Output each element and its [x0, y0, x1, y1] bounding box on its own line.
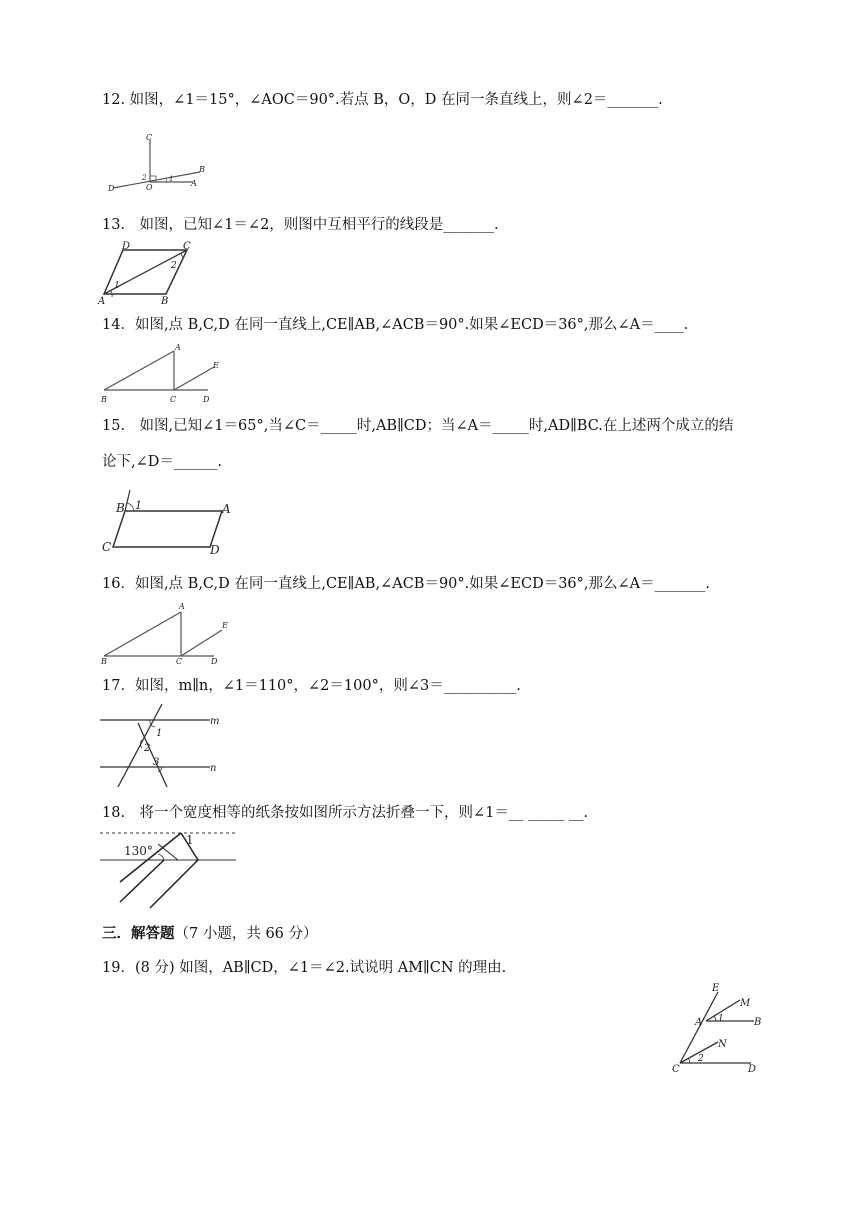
label-e: E [213, 361, 219, 370]
label-d: D [122, 241, 131, 252]
question-15-line-1: 15. 如图,已知∠1＝65°,当∠C＝_____时,AB∥CD；当∠A＝_____时,AD∥BC.在上述两个成立的结 [102, 418, 734, 434]
angle-1-label: 1 [156, 728, 163, 739]
label-b: B [754, 1017, 762, 1028]
question-19: 19．(8 分) 如图，AB∥CD，∠1＝∠2.试说明 AM∥CN 的理由. [102, 960, 507, 976]
label-c: C [672, 1064, 680, 1075]
label-b: B [101, 395, 107, 404]
angle-2-label: 2 [171, 261, 177, 271]
angle-1-label: 1 [186, 833, 194, 847]
label-d: D [211, 657, 218, 666]
figure-12 [105, 130, 215, 192]
label-b: B [161, 296, 169, 307]
label-a: A [179, 602, 185, 611]
figure-13 [98, 240, 198, 306]
label-m: M [740, 998, 751, 1009]
question-13: 13. 如图，已知∠1＝∠2，则图中互相平行的线段是_______. [102, 217, 499, 233]
label-c: C [102, 540, 112, 554]
label-b: B [101, 657, 107, 666]
label-d: D [108, 184, 115, 193]
label-a: A [222, 502, 231, 516]
label-d: D [210, 543, 220, 557]
angle-2-label: 2 [142, 174, 147, 182]
angle-1-label: 1 [169, 175, 174, 183]
label-a: A [695, 1017, 703, 1028]
label-a: A [175, 343, 181, 352]
label-d: D [203, 395, 210, 404]
label-c: C [146, 133, 153, 142]
label-b: B [116, 501, 125, 515]
angle-1-label: 1 [135, 499, 142, 512]
label-o: O [146, 183, 153, 192]
question-12: 12. 如图，∠1＝15°，∠AOC＝90°.若点 B，O，D 在同一条直线上，则∠2＝_______. [102, 92, 663, 108]
figure-14 [98, 342, 228, 406]
question-14: 14．如图,点 B,C,D 在同一直线上,CE∥AB,∠ACB＝90°.如果∠ECD＝36°,那么∠A＝____. [102, 317, 689, 333]
section-3-note: （7 小题，共 66 分） [174, 926, 318, 942]
figure-16 [98, 600, 233, 666]
label-d: D [748, 1064, 757, 1075]
question-16: 16．如图,点 B,C,D 在同一直线上,CE∥AB,∠ACB＝90°.如果∠ECD＝36°,那么∠A＝_______. [102, 576, 711, 592]
label-a: A [191, 179, 197, 188]
angle-2-label: 2 [144, 743, 151, 754]
label-m: m [210, 716, 220, 727]
label-n: N [718, 1039, 727, 1050]
figure-19 [668, 980, 768, 1076]
figure-15 [98, 486, 238, 558]
figure-18 [98, 826, 240, 912]
question-18: 18. 将一个宽度相等的纸条按如图所示方法折叠一下，则∠1＝__ _____ __. [102, 805, 589, 821]
figure-17 [98, 700, 228, 792]
label-e: E [712, 983, 720, 994]
label-a: A [98, 296, 106, 307]
label-c: C [183, 241, 191, 252]
angle-1-label: 1 [114, 281, 120, 291]
question-15-line-2: 论下,∠D＝______. [102, 454, 222, 470]
angle-130-label: 130° [124, 844, 153, 858]
label-b: B [199, 165, 205, 174]
question-17: 17．如图，m∥n，∠1＝110°，∠2＝100°，则∠3＝__________. [102, 678, 521, 694]
angle-2-label: 2 [698, 1054, 704, 1064]
label-n: n [210, 763, 217, 774]
label-c: C [176, 657, 183, 666]
section-3-heading [102, 924, 318, 944]
angle-3-label: 3 [153, 757, 160, 768]
label-e: E [222, 621, 228, 630]
label-c: C [170, 395, 177, 404]
angle-1-label: 1 [718, 1014, 724, 1024]
section-3-title: 三．解答题 [102, 925, 175, 942]
